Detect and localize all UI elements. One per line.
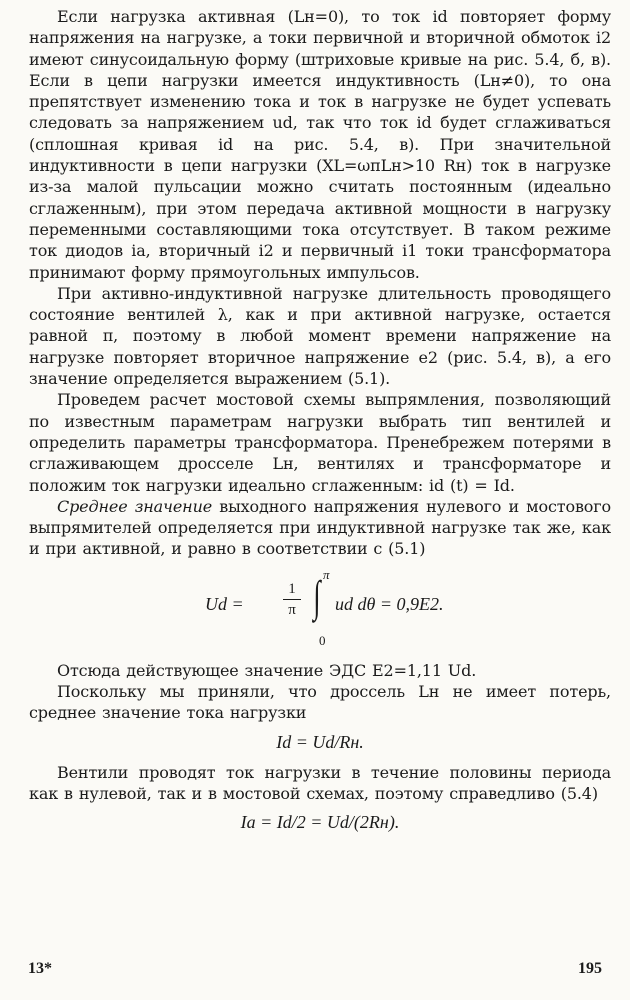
fraction-bar (283, 599, 301, 600)
paragraph-load-types: Если нагрузка активная (Lн=0), то ток id повторяет форму напряжения на нагрузке, а токи первичной и вторичной обмоток i2 имеют синусоидальную форму (штриховые кривые на рис. 5.4, б, в). Если в цепи нагрузки имеется индуктивность (Lн≠0), то она препятствует изменению тока и ток в нагрузке не будет успевать следовать за напряжением ud, так что ток id будет сглаживаться (сплошная кривая id на рис. 5.4, в). При значительной индуктивности в цепи нагрузки (XL=ωпLн>10 Rн) ток в нагрузке из-за малой пульсации можно считать постоянным (идеально сглаженным), при этом передача активной мощности в нагрузку переменными составляющими тока отсутствует. В таком режиме ток диодов iа, вторичный i2 и первичный i1 токи трансформатора принимают форму прямоугольных импульсов. (29, 7, 611, 282)
formula-valve-current: Iа = Id/2 = Ud/(2Rн). (240, 812, 400, 833)
integral-lower-limit: 0 (319, 632, 326, 648)
signature-mark: 13* (28, 960, 52, 977)
formula-lhs: Ud = (205, 593, 244, 614)
page-body (29, 6, 611, 842)
formula-mean-voltage (29, 564, 611, 658)
formula-fraction (283, 580, 301, 619)
paragraph-active-inductive: При активно-индуктивной нагрузке длительность проводящего состояние вентилей λ, как и при активной нагрузке, остается равной π, поэтому в любой момент времени напряжение на нагрузке повторяет вторичное напряжение e2 (рис. 5.4, в), а его значение определяется выражением (5.1). (29, 283, 611, 389)
paragraph-mean-value-text: выходного напряжения нулевого и мостового выпрямителей определяется при индуктивной нагрузке так же, как и при активной, и равно в соответствии с (5.1) (29, 496, 611, 559)
page-number: 195 (578, 960, 602, 977)
paragraph-mean-value (29, 496, 611, 560)
formula-rhs: ud dθ = 0,9E2. (335, 593, 444, 614)
integral-sign: ∫ (313, 571, 321, 621)
paragraph-bridge-calc: Проведем расчет мостовой схемы выпрямления, позволяющий по известным параметрам нагрузки выбрать тип вентилей и определить параметры трансформатора. Пренебрежем потерями в сглаживающем дросселе Lн, вентилях и трансформаторе и положим ток нагрузки идеально сглаженным: id (t) = Id. (29, 390, 611, 495)
formula-load-current: Id = Ud/Rн. (276, 731, 364, 752)
paragraph-emf: Отсюда действующее значение ЭДС E2=1,11 Ud. (57, 660, 477, 680)
paragraph-valves: Вентили проводят ток нагрузки в течение половины периода как в нулевой, так и в мостовой схемах, поэтому справедливо (5.4) (29, 762, 611, 803)
italic-term: Среднее значение (57, 496, 213, 516)
integral-upper-limit: π (323, 566, 330, 582)
fraction-numerator: 1 (288, 580, 296, 597)
paragraph-choke: Поскольку мы приняли, что дроссель Lн не имеет потерь, среднее значение тока нагрузки (29, 682, 611, 723)
fraction-denominator: π (288, 601, 296, 618)
